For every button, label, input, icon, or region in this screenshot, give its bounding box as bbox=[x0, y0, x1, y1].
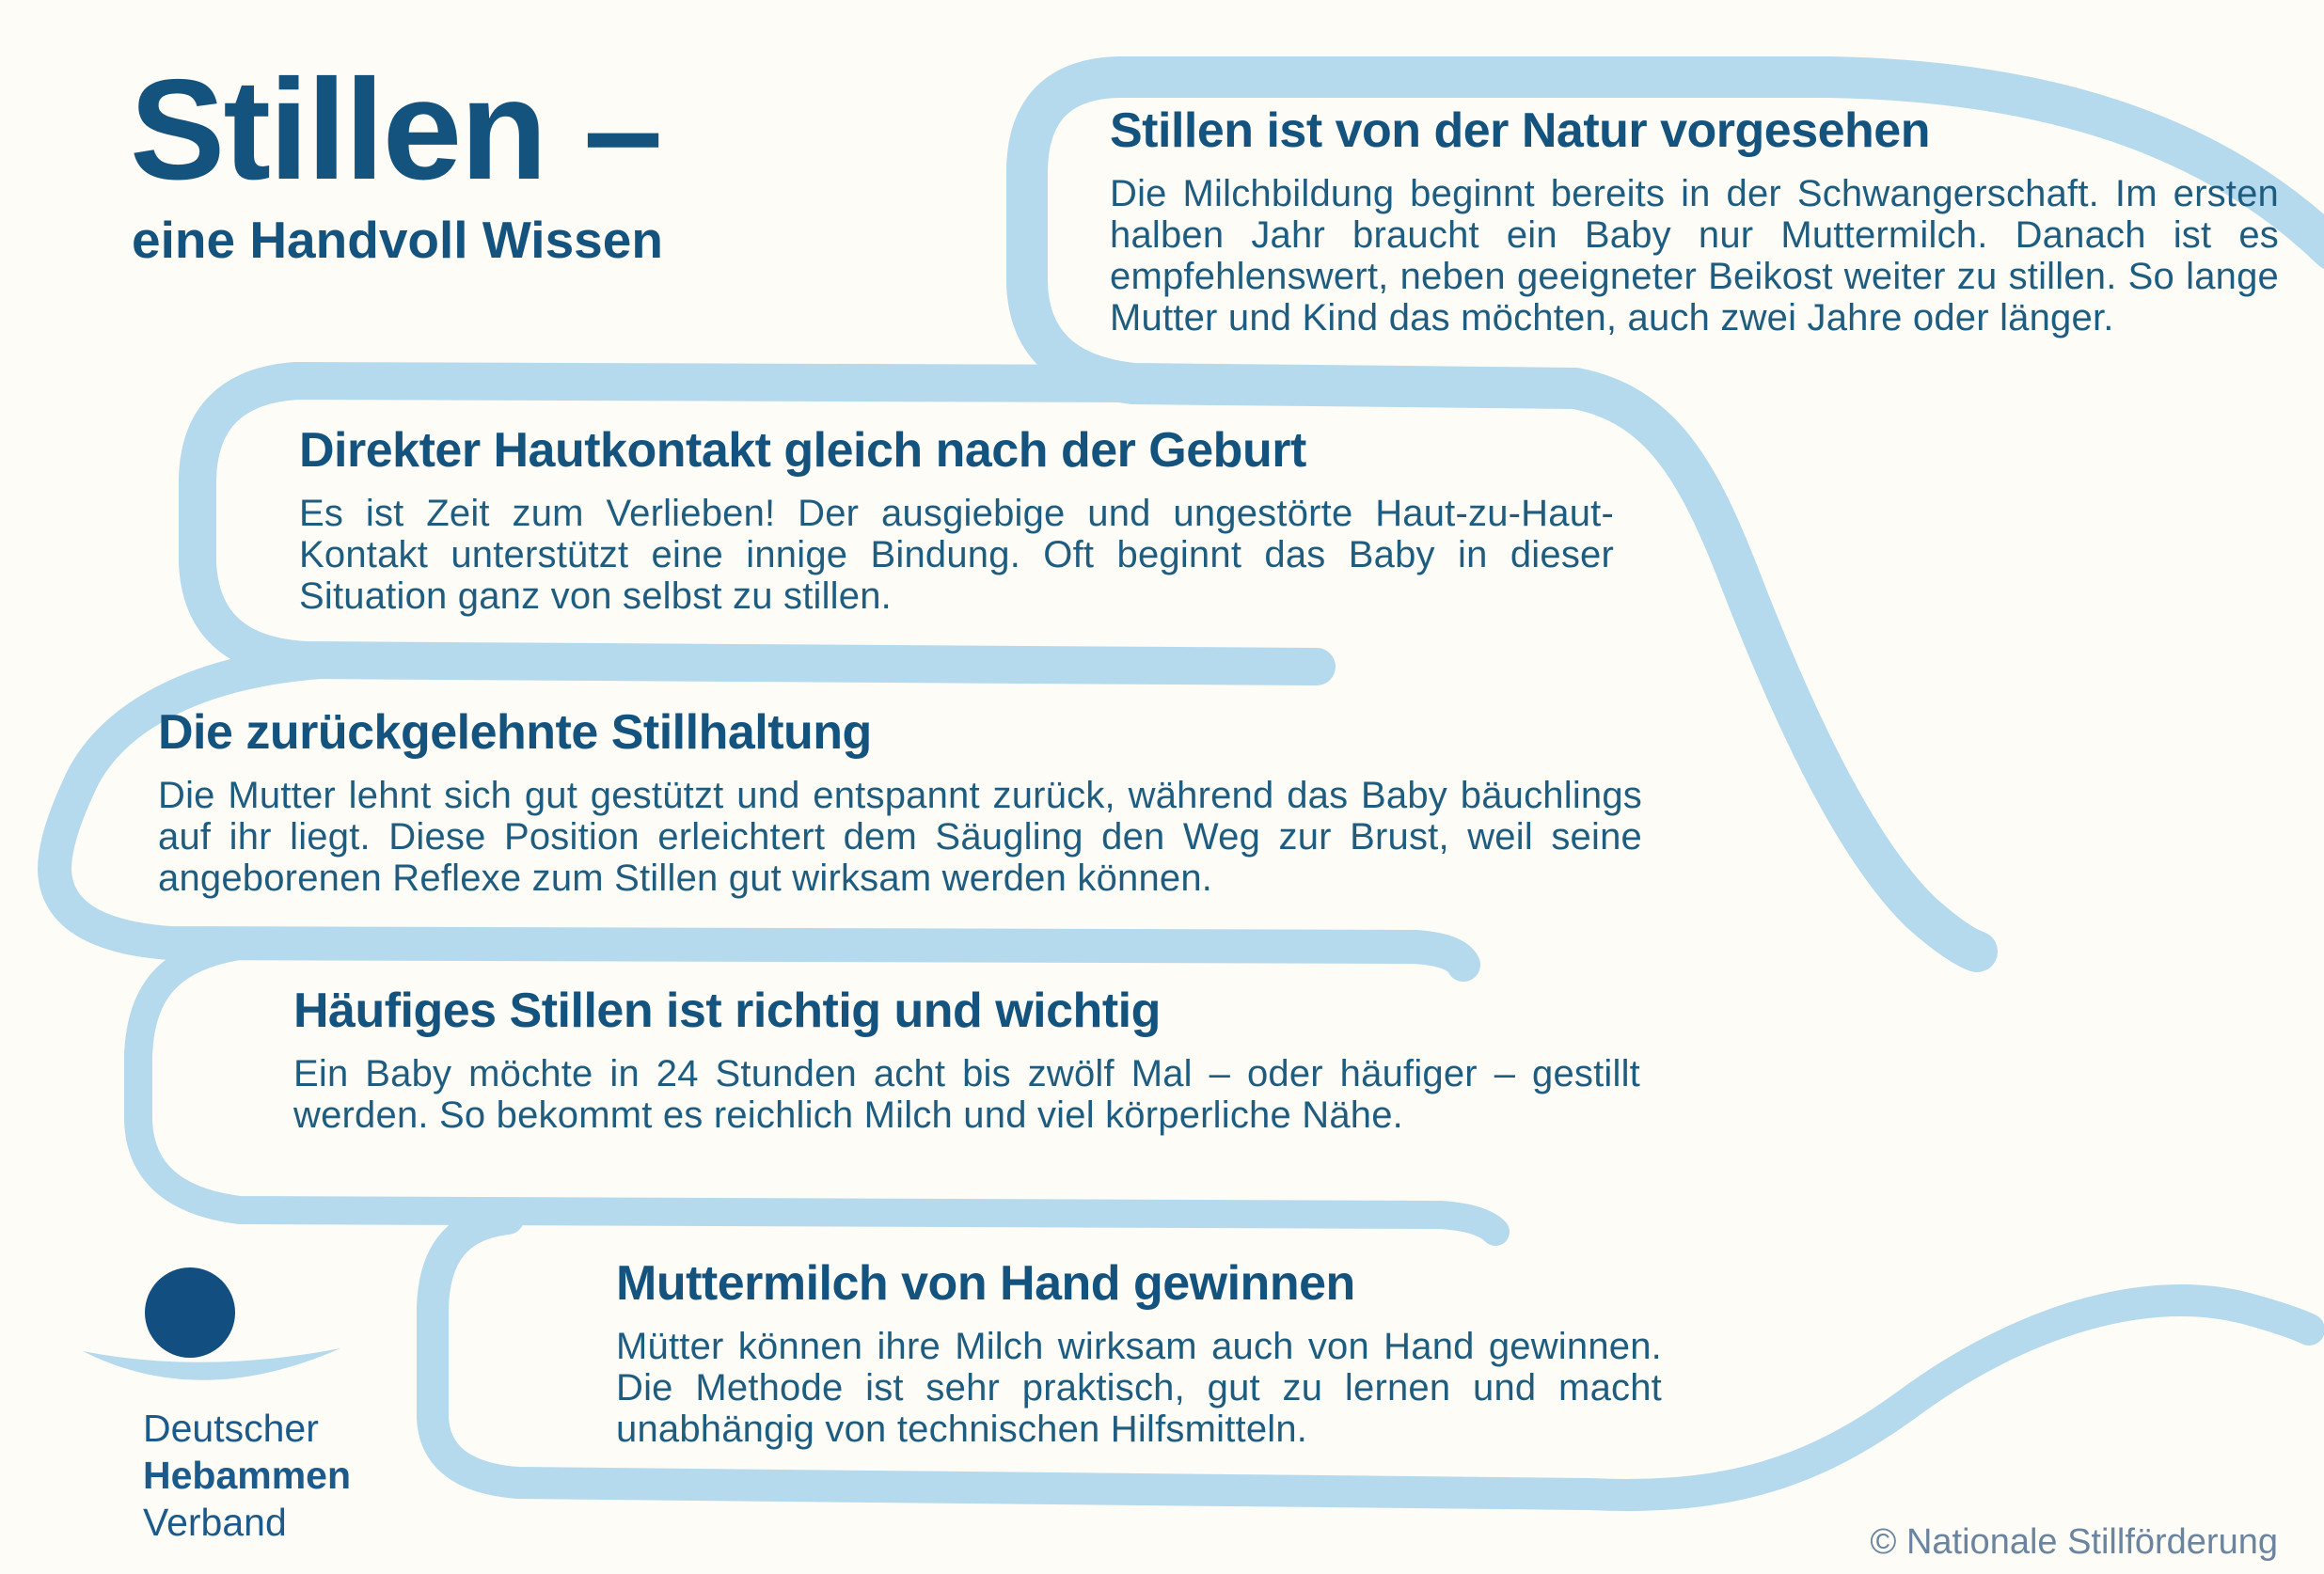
logo-line-deutscher: Deutscher bbox=[143, 1407, 319, 1450]
page-title: Stillen – bbox=[130, 50, 661, 210]
page-subtitle: eine Handvoll Wissen bbox=[132, 211, 663, 269]
section-heading: Direkter Hautkontakt gleich nach der Geburt bbox=[299, 423, 1306, 478]
logo-swoosh-icon bbox=[83, 1348, 340, 1380]
logo-dot bbox=[145, 1267, 235, 1358]
logo-wordmark bbox=[143, 1405, 351, 1546]
section-hautkontakt bbox=[299, 423, 1614, 617]
section-stillen-natur bbox=[1110, 103, 2279, 338]
copyright-notice: © Nationale Stillförderung bbox=[1870, 1522, 2278, 1562]
section-haeufiges-stillen bbox=[293, 984, 1640, 1136]
section-body: Mütter können ihre Milch wirksam auch von Hand gewinnen. Die Methode ist sehr praktisch, gut zu lernen und macht unabhängig von technischen Hilfsmitteln. bbox=[616, 1326, 1662, 1450]
logo-line-hebammen: Hebammen bbox=[143, 1454, 352, 1497]
section-heading: Häufiges Stillen ist richtig und wichtig bbox=[293, 984, 1161, 1038]
section-heading: Die zurückgelehnte Stillhaltung bbox=[158, 705, 872, 760]
section-body: Ein Baby möchte in 24 Stunden acht bis zwölf Mal – oder häufiger – gestillt werden. So bekommt es reichlich Milch und viel körperliche Nähe. bbox=[293, 1053, 1640, 1136]
section-stillhaltung bbox=[158, 705, 1642, 899]
section-heading: Stillen ist von der Natur vorgesehen bbox=[1110, 103, 1930, 158]
section-muttermilch-hand bbox=[616, 1256, 1662, 1450]
section-heading: Muttermilch von Hand gewinnen bbox=[616, 1256, 1355, 1311]
section-body: Es ist Zeit zum Verlieben! Der ausgiebige und ungestörte Haut-zu-Haut-Kontakt unterstützt eine innige Bindung. Oft beginnt das Baby in dieser Situation ganz von selbst zu stillen. bbox=[299, 493, 1614, 617]
section-body: Die Milchbildung beginnt bereits in der Schwangerschaft. Im ersten halben Jahr braucht ein Baby nur Muttermilch. Danach ist es empfehlenswert, neben geeigneter Beikost weiter zu stillen. So lange Mutter und Kind das möchten, auch zwei Jahre oder länger. bbox=[1110, 173, 2279, 338]
title-block bbox=[130, 50, 663, 269]
logo-line-verband: Verband bbox=[143, 1501, 287, 1544]
section-body: Die Mutter lehnt sich gut gestützt und entspannt zurück, während das Baby bäuchlings auf ihr liegt. Diese Position erleichtert dem Säugling den Weg zur Brust, weil seine angeborenen Reflexe zum Stillen gut wirksam werden können. bbox=[158, 775, 1642, 899]
